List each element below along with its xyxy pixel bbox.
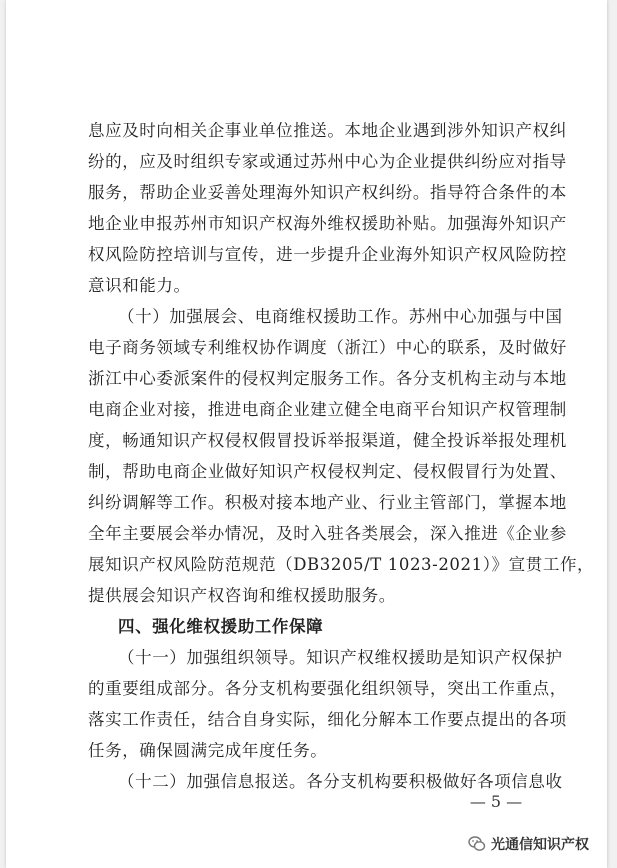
text-line: 展知识产权风险防范规范（DB3205/T 1023-2021）》宣贯工作，: [88, 555, 595, 574]
text-line: 电商企业对接，推进电商企业建立健全电商平台知识产权管理制: [88, 400, 567, 419]
text-line: 提供展会知识产权咨询和维权援助服务。: [88, 586, 396, 605]
watermark-brand: [468, 833, 589, 855]
text-line: 浙江中心委派案件的侵权判定服务工作。各分支机构主动与本地: [88, 369, 567, 388]
section-heading: 四、强化维权援助工作保障: [118, 617, 324, 636]
text-line: 任务，确保圆满完成年度任务。: [88, 741, 328, 760]
text-line: （十一）加强组织领导。知识产权维权援助是知识产权保护: [118, 648, 563, 667]
watermark-text: 光通信知识产权: [491, 837, 589, 853]
document-page: [6, 0, 607, 868]
text-line: 地企业申报苏州市知识产权海外维权援助补贴。加强海外知识产: [88, 214, 567, 233]
text-line: 纷的，应及时组织专家或通过苏州中心为企业提供纠纷应对指导: [88, 152, 567, 171]
text-line: （十）加强展会、电商维权援助工作。苏州中心加强与中国: [118, 307, 563, 326]
wechat-icon: [468, 835, 486, 853]
page-number: — 5 —: [469, 792, 523, 811]
text-line: 制，帮助电商企业做好知识产权侵权判定、侵权假冒行为处置、: [88, 462, 567, 481]
text-line: 落实工作责任，结合自身实际，细化分解本工作要点提出的各项: [88, 710, 567, 729]
text-line: 电子商务领域专利维权协作调度（浙江）中心的联系，及时做好: [88, 338, 567, 357]
text-line: 权风险防控培训与宣传，进一步提升企业海外知识产权风险防控: [88, 245, 567, 264]
text-line: 息应及时向相关企事业单位推送。本地企业遇到涉外知识产权纠: [88, 121, 567, 140]
text-line: 意识和能力。: [88, 276, 191, 295]
text-line: 的重要组成部分。各分支机构要强化组织领导，突出工作重点，: [88, 679, 567, 698]
text-line: 度，畅通知识产权侵权假冒投诉举报渠道，健全投诉举报处理机: [88, 431, 567, 450]
text-line: 服务，帮助企业妥善处理海外知识产权纠纷。指导符合条件的本: [88, 183, 567, 202]
text-line: 纠纷调解等工作。积极对接本地产业、行业主管部门，掌握本地: [88, 493, 567, 512]
text-line: （十二）加强信息报送。各分支机构要积极做好各项信息收: [118, 772, 563, 791]
text-line: 全年主要展会举办情况，及时入驻各类展会，深入推进《企业参: [88, 524, 567, 543]
